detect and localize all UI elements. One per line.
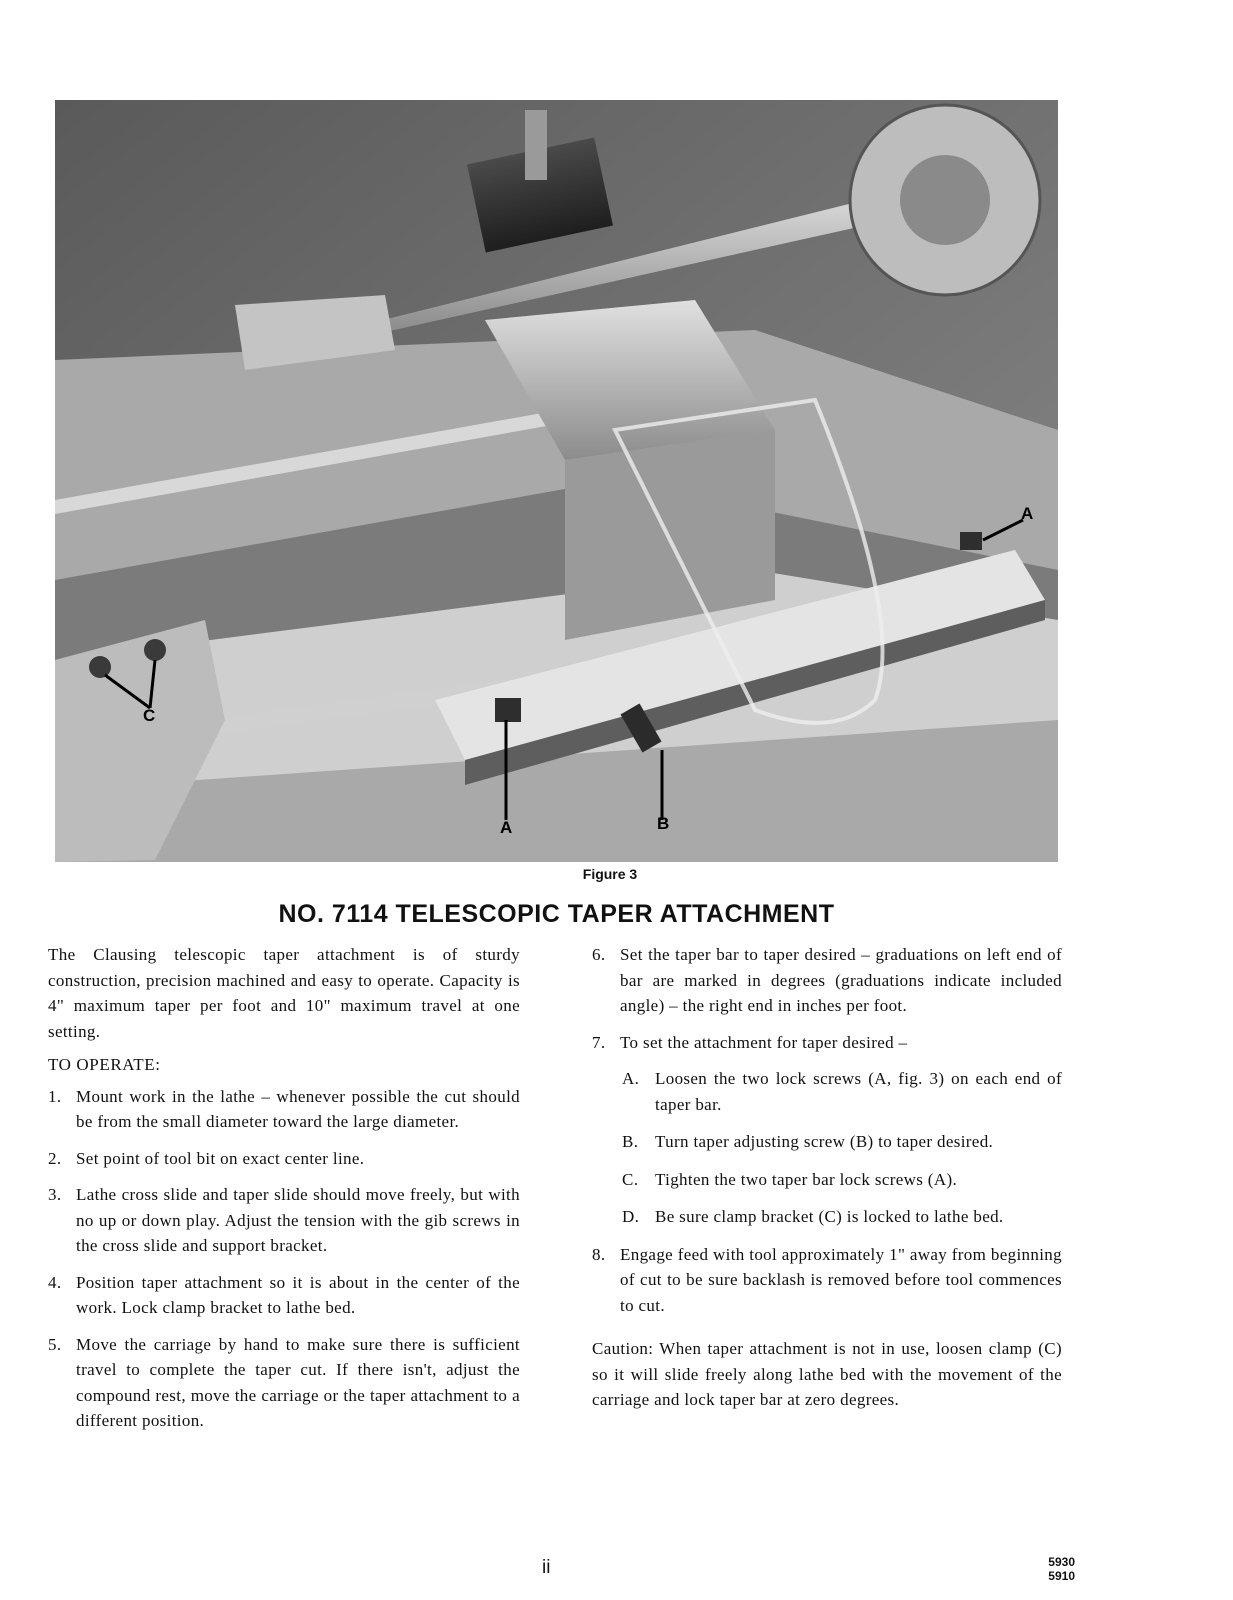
step-number: 4.	[48, 1272, 62, 1292]
lathe-illustration	[55, 100, 1058, 862]
substep-c	[622, 1167, 1062, 1193]
step-number: 2.	[48, 1148, 62, 1168]
step-6	[592, 942, 1062, 1019]
substep-text: Loosen the two lock screws (A, fig. 3) on each end of taper bar.	[655, 1069, 1062, 1114]
step-number: 1.	[48, 1086, 62, 1106]
step-text: To set the attachment for taper desired –	[620, 1032, 908, 1052]
figure-3-photo	[55, 100, 1058, 862]
page-number: ii	[542, 1557, 551, 1578]
step-text: Mount work in the lathe – whenever possible the cut should be from the small diameter toward the large diameter.	[76, 1086, 520, 1131]
step-5	[48, 1332, 520, 1434]
substep-text: Be sure clamp bracket (C) is locked to lathe bed.	[655, 1207, 1004, 1226]
step-8	[592, 1242, 1062, 1319]
step-number: 7.	[592, 1032, 606, 1052]
left-column	[48, 942, 520, 1445]
step-4	[48, 1270, 520, 1321]
substep-letter: A.	[622, 1069, 640, 1088]
callout-b: B	[657, 814, 670, 833]
step-number: 5.	[48, 1334, 62, 1354]
step-7	[592, 1030, 1062, 1056]
callout-a-bottom: A	[500, 818, 513, 837]
code-line: 5930	[1048, 1555, 1075, 1569]
to-operate-heading: TO OPERATE:	[48, 1055, 161, 1074]
substep-text: Turn taper adjusting screw (B) to taper desired.	[655, 1132, 994, 1151]
step-3	[48, 1182, 520, 1259]
step-text: Set the taper bar to taper desired – graduations on left end of bar are marked in degrees (graduations indicate included angle) – the right end in inches per foot.	[620, 945, 1062, 1015]
step-text: Move the carriage by hand to make sure there is sufficient travel to complete the taper cut. If there isn't, adjust the compound rest, move the carriage or the taper attachment to a different position.	[76, 1334, 520, 1430]
document-codes	[1030, 1555, 1075, 1583]
substep-b	[622, 1129, 1062, 1155]
step-number: 8.	[592, 1244, 606, 1264]
step-text: Set point of tool bit on exact center line.	[76, 1148, 365, 1168]
substep-d	[622, 1204, 1062, 1230]
callout-c: C	[143, 706, 156, 725]
step-1	[48, 1084, 520, 1135]
figure-caption: Figure 3	[582, 866, 638, 882]
substep-letter: B.	[622, 1132, 639, 1151]
right-column	[592, 942, 1062, 1413]
substep-text: Tighten the two taper bar lock screws (A).	[655, 1169, 958, 1189]
step-text: Lathe cross slide and taper slide should move freely, but with no up or down play. Adjust the tension with the gib screws in the cross slide and support bracket.	[76, 1185, 520, 1255]
step-number: 3.	[48, 1185, 62, 1204]
step-text: Engage feed with tool approximately 1" away from beginning of cut to be sure backlash is removed before tool commences to cut.	[620, 1244, 1062, 1315]
intro-paragraph: The Clausing telescopic taper attachment is of sturdy construction, precision machined and easy to operate. Capacity is 4" maximum taper per foot and 10" maximum travel at one setting.	[48, 945, 520, 1041]
substep-letter: D.	[622, 1207, 640, 1226]
substep-a	[622, 1066, 1062, 1117]
substep-letter: C.	[622, 1169, 639, 1189]
callout-a-top: A	[1021, 504, 1034, 523]
code-line: 5910	[1048, 1569, 1075, 1583]
page-title: NO. 7114 TELESCOPIC TAPER ATTACHMENT	[278, 900, 835, 928]
step-text: Position taper attachment so it is about in the center of the work. Lock clamp bracket to lathe bed.	[76, 1272, 520, 1317]
step-number: 6.	[592, 945, 606, 964]
caution-note: Caution: When taper attachment is not in use, loosen clamp (C) so it will slide freely along lathe bed with the movement of the carriage and lock taper bar at zero degrees.	[592, 1339, 1062, 1409]
step-2	[48, 1146, 520, 1172]
